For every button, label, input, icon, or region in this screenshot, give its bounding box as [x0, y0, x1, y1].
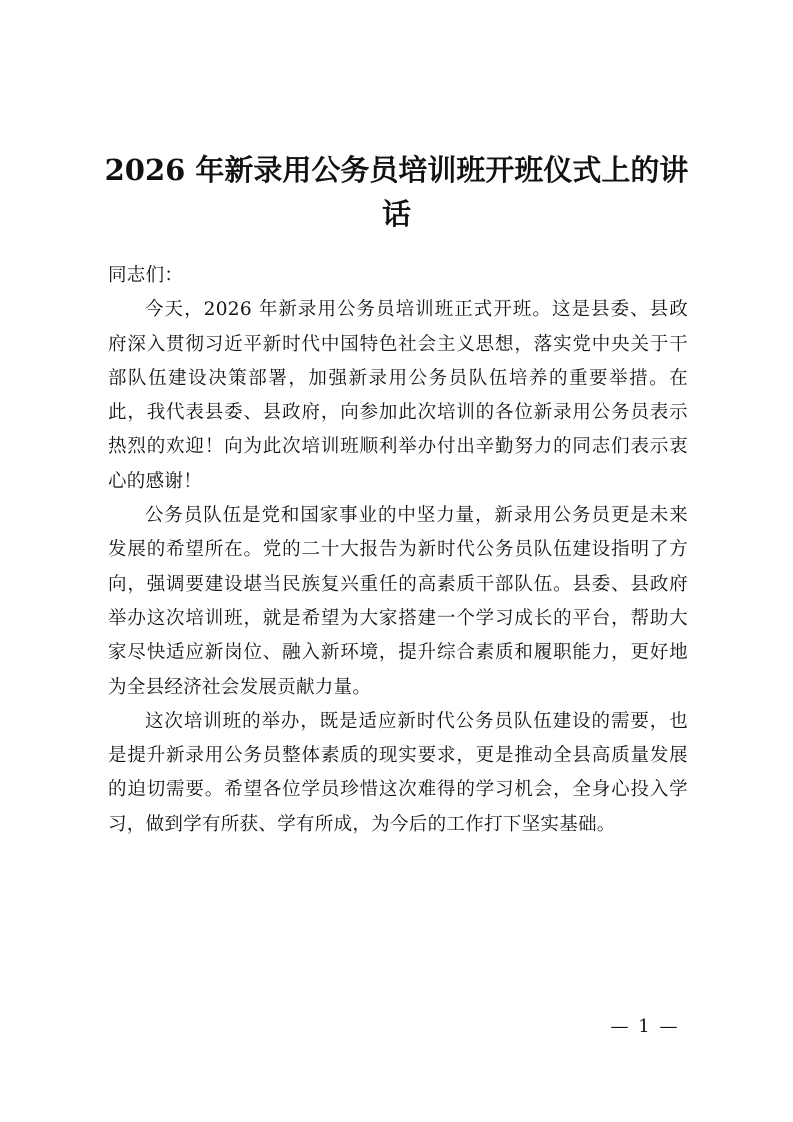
- paragraph-3: 这次培训班的举办，既是适应新时代公务员队伍建设的需要，也是提升新录用公务员整体素质的现实要求，更是推动全县高质量发展的迫切需要。希望各位学员珍惜这次难得的学习机会，全身心投入学习，做到学有所获、学有所成，为今后的工作打下坚实基础。: [108, 710, 688, 835]
- paragraph-1: 今天，2026 年新录用公务员培训班正式开班。这是县委、县政府深入贯彻习近平新时代中国特色社会主义思想，落实党中央关于干部队伍建设决策部署，加强新录用公务员队伍培养的重要举措。在此，我代表县委、县政府，向参加此次培训的各位新录用公务员表示热烈的欢迎！向为此次培训班顺利举办付出辛勤努力的同志们表示衷心的感谢！: [108, 299, 688, 492]
- salutation: 同志们：: [108, 265, 184, 286]
- page-number: — 1 —: [610, 1016, 680, 1037]
- document-title: 2026 年新录用公务员培训班开班仪式上的讲话: [104, 153, 689, 231]
- document-body: [108, 259, 688, 842]
- paragraph-2: 公务员队伍是党和国家事业的中坚力量，新录用公务员更是未来发展的希望所在。党的二十大报告为新时代公务员队伍建设指明了方向，强调要建设堪当民族复兴重任的高素质干部队伍。县委、县政府举办这次培训班，就是希望为大家搭建一个学习成长的平台，帮助大家尽快适应新岗位、融入新环境，提升综合素质和履职能力，更好地为全县经济社会发展贡献力量。: [108, 505, 688, 698]
